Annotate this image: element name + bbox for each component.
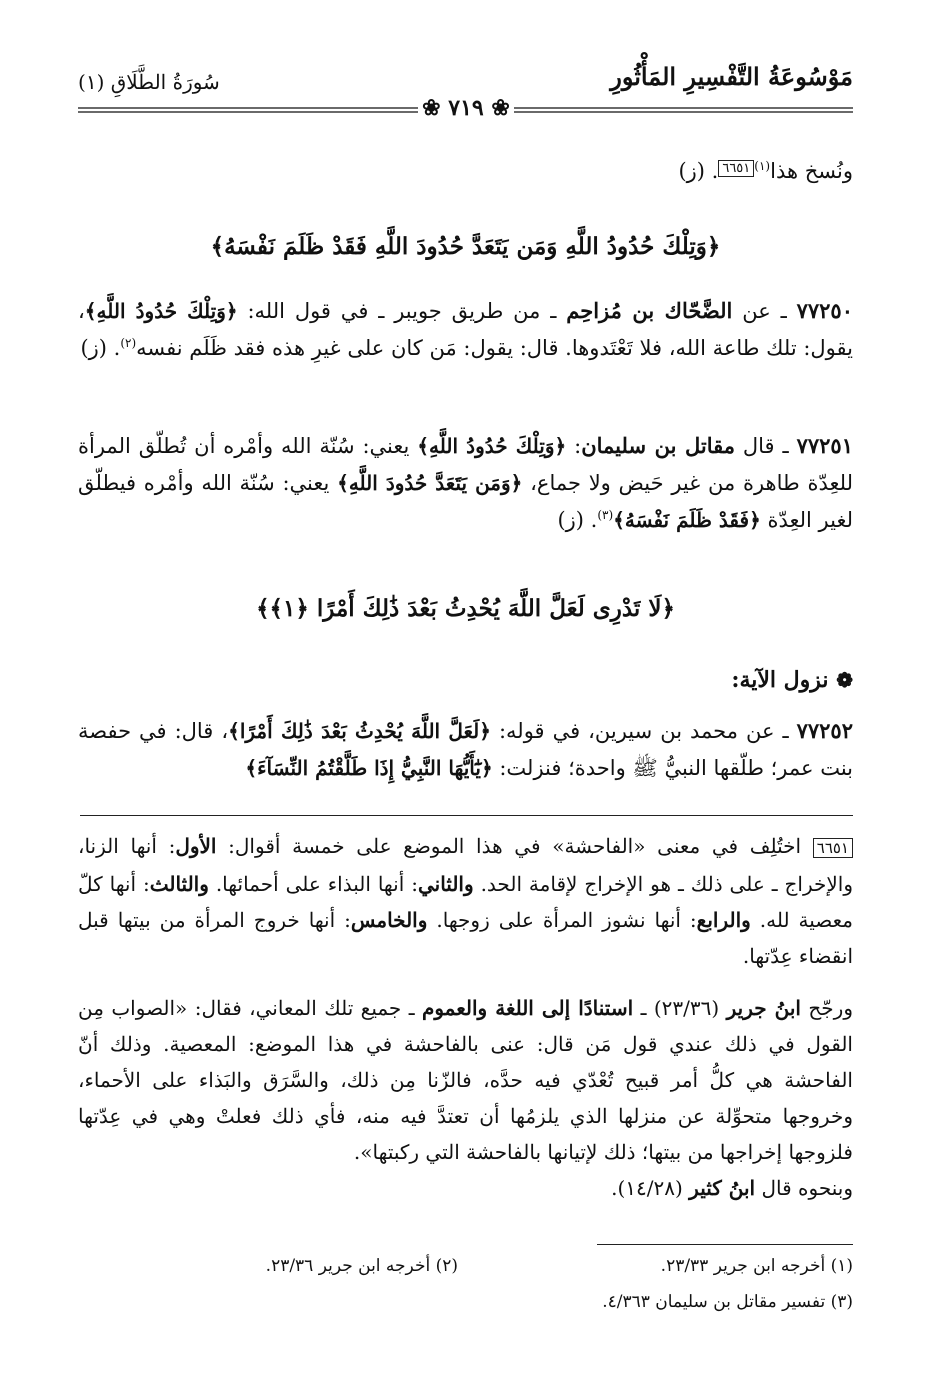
notes-separator [80, 815, 853, 816]
ornament-icon: ❀ [422, 95, 449, 121]
footnotes-separator [597, 1244, 853, 1245]
footnote-1: (١) أخرجه ابن جرير ٢٣/٣٣. [660, 1256, 853, 1276]
narration-77251: ٧٧٢٥١ ـ قال مقاتل بن سليمان: ﴿وَتِلْكَ حُدُودُ اللَّهِ﴾ يعني: سُنّة الله وأمْره أن تُطلّق المرأة للعِدّة طاهرة من غير حَيض ولا جماع، ﴿وَمَن يَتَعَدَّ حُدُودَ اللَّهِ﴾ يعني: سُنّة الله وأمْره فيطلّق لغير العِدّة ﴿فَقَدْ ظَلَمَ نَفْسَهُ﴾$^{(٣)}$. (ز) [78, 433, 853, 532]
page-number: ❀ ٧١٩ ❀ [418, 94, 514, 122]
book-title: مَوْسُوعَةُ التَّفْسِيرِ المَأْثُورِ [610, 62, 853, 91]
verse-heading-2: ﴿لَا تَدْرِى لَعَلَّ اللَّهَ يُحْدِثُ بَعْدَ ذَٰلِكَ أَمْرًا ﴿١﴾﴾ [256, 595, 675, 622]
intro-line: ونُسخ هذا$^{(١)٦٦٥١}$. (ز) [678, 159, 853, 183]
flower-icon: ❁ [836, 668, 853, 692]
footnote-2: (٢) أخرجه ابن جرير ٢٣/٣٦. [265, 1256, 458, 1276]
surah-label: سُورَةُ الطَّلَاقِ (١) [78, 70, 220, 94]
section-heading-nuzul: ❁ نزول الآية: [731, 667, 853, 693]
note-number-box: ٦٦٥١ [813, 838, 853, 858]
ornament-icon: ❀ [483, 95, 510, 121]
footnote-3: (٣) تفسير مقاتل بن سليمان ٤/٣٦٣. [602, 1292, 853, 1312]
tarjih-note: ورجّح ابنُ جرير (٢٣/٣٦) ـ استنادًا إلى اللغة والعموم ـ جميع تلك المعاني، فقال: «الصواب مِن القول في ذلك عندي قول مَن قال: عنى بالفاحشة في هذا الموضع: المعصية. وذلك أنّ الفاحشة هي كلُّ أمر قبيح تُعْدّي فيه حدَّه، فالزّنا مِن ذلك، والسَّرَق والبَذاء على الأحماء، وخروجها متحوِّلة عن منزلها الذي يلزمُها أن تعتدَّ فيه منه، فأي ذلك فعلتْ وهي في عِدّتها فلزوجها إخراجها من بيتها؛ ذلك لإتيانها بالفاحشة التي ركبتها». وبنحوه قال ابنُ كثير (١٤/٢٨). [78, 996, 853, 1200]
verse-heading-1: ﴿وَتِلْكَ حُدُودُ اللَّهِ وَمَن يَتَعَدَّ حُدُودَ اللَّهِ فَقَدْ ظَلَمَ نَفْسَهُ﴾ [210, 233, 721, 260]
narration-77250: ٧٧٢٥٠ ـ عن الضَّحّاك بن مُزاحِم ـ من طريق جويبر ـ في قول الله: ﴿وَتِلْكَ حُدُودُ اللَّهِ﴾، يقول: تلك طاعة الله، فلا تَعْتَدوها. قال: يقول: مَن كان على غيرِ هذه فقد ظَلَم نفسه$^{(٢)}$. (ز) [78, 298, 853, 360]
narration-77252: ٧٧٢٥٢ ـ عن محمد بن سيرين، في قوله: ﴿لَعَلَّ اللَّهَ يُحْدِثُ بَعْدَ ذَٰلِكَ أَمْرًا﴾، قال: في حفصة بنت عمر؛ طلّقها النبيُّ ﷺ واحدة؛ فنزلت: ﴿يَٰٓأَيُّهَا النَّبِيُّ إِذَا طَلَّقْتُمُ النِّسَآءَ﴾ [78, 718, 853, 780]
scholarly-note: ٦٦٥١ اختُلِف في معنى «الفاحشة» في هذا الموضع على خمسة أقوال: الأول: أنها الزنا، والإخراج ـ على ذلك ـ هو الإخراج لإقامة الحد. والثاني: أنها البذاء على أحمائها. والثالث: أنها كلّ معصية لله. والرابع: أنها نشوز المرأة على زوجها. والخامس: أنها خروج المرأة من بيتها قبل انقضاء عِدّتها. [78, 834, 853, 968]
note-ref-box: ٦٦٥١ [718, 160, 754, 177]
